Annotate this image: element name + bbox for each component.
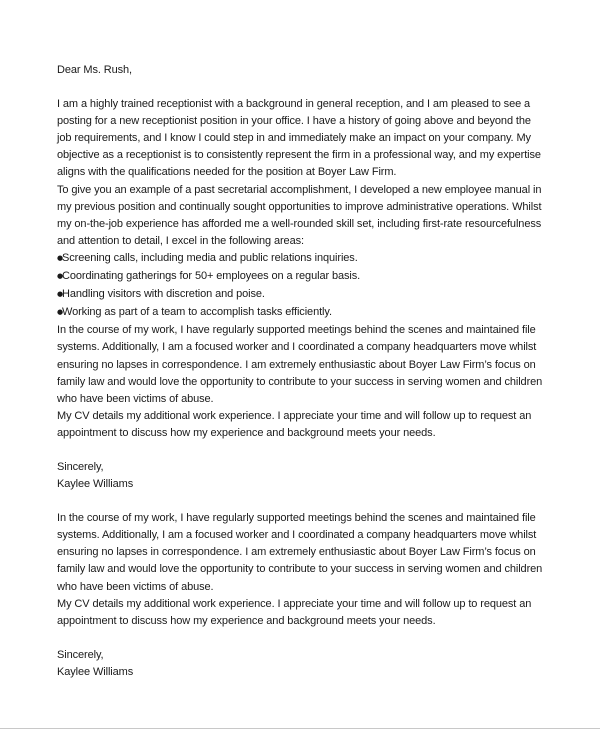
closing: Sincerely,: [57, 460, 104, 473]
bullet-icon: ●: [57, 308, 64, 317]
list-item-text: Screening calls, including media and public relations inquiries.: [62, 251, 358, 264]
list-item: [57, 250, 545, 268]
signature: Kaylee Williams: [57, 478, 134, 491]
salutation: Dear Ms. Rush,: [57, 64, 133, 76]
blank-line: [57, 630, 545, 647]
list-item-text: Coordinating gatherings for 50+ employees on a regular basis.: [62, 270, 361, 283]
closing-block: [57, 459, 545, 493]
bullet-icon: ●: [57, 253, 64, 262]
repeat-closing: Sincerely,: [57, 648, 104, 661]
repeat-work-paragraph: In the course of my work, I have regularly supported meetings behind the scenes and maintained file systems. Additionally, I am a focused worker and I coordinated a company headquarters move whilst ensuring no lapses in correspondence. I am extremely enthusiastic about Boyer Law Firm’s focus on family law and would love the opportunity to contribute to your success in serving women and children who have been victims of abuse.: [57, 512, 543, 593]
bullet-icon: ●: [57, 290, 64, 299]
list-item: [57, 286, 545, 304]
bullet-icon: ●: [57, 272, 64, 281]
work-paragraph: In the course of my work, I have regularly supported meetings behind the scenes and maintained file systems. Additionally, I am a focused worker and I coordinated a company headquarters move whilst ensuring no lapses in correspondence. I am extremely enthusiastic about Boyer Law Firm’s focus on family law and would love the opportunity to contribute to your success in serving women and children who have been victims of abuse.: [57, 324, 543, 405]
list-item-text: Working as part of a team to accomplish tasks efficiently.: [62, 306, 332, 319]
blank-line: [57, 493, 545, 510]
example-paragraph: To give you an example of a past secretarial accomplishment, I developed a new employee manual in my previous position and continually sought opportunities to improve administrative operations. Whilst my on-the-job experience has afforded me a well-rounded skill set, including first-rate resourcefulness and attention to detail, I excel in the following areas:: [57, 183, 542, 247]
list-item: [57, 304, 545, 322]
repeat-closing-block: [57, 647, 545, 681]
repeat-signature: Kaylee Williams: [57, 665, 134, 678]
list-item: [57, 268, 545, 286]
cover-letter: [57, 62, 545, 681]
intro-paragraph: I am a highly trained receptionist with a background in general reception, and I am pleased to see a posting for a new receptionist position in your office. I have a history of going above and beyond the job requirements, and I know I could step in and immediately make an impact on your company. My objective as a receptionist is to consistently represent the firm in a professional way, and my expertise aligns with the qualifications needed for the position at Boyer Law Firm.: [57, 98, 541, 179]
list-item-text: Handling visitors with discretion and poise.: [62, 288, 265, 301]
blank-line: [57, 442, 545, 459]
cv-paragraph: My CV details my additional work experience. I appreciate your time and will follow up to request an appointment to discuss how my experience and background meets your needs.: [57, 409, 532, 439]
repeat-cv-paragraph: My CV details my additional work experience. I appreciate your time and will follow up to request an appointment to discuss how my experience and background meets your needs.: [57, 597, 532, 627]
skills-list: [57, 250, 545, 322]
